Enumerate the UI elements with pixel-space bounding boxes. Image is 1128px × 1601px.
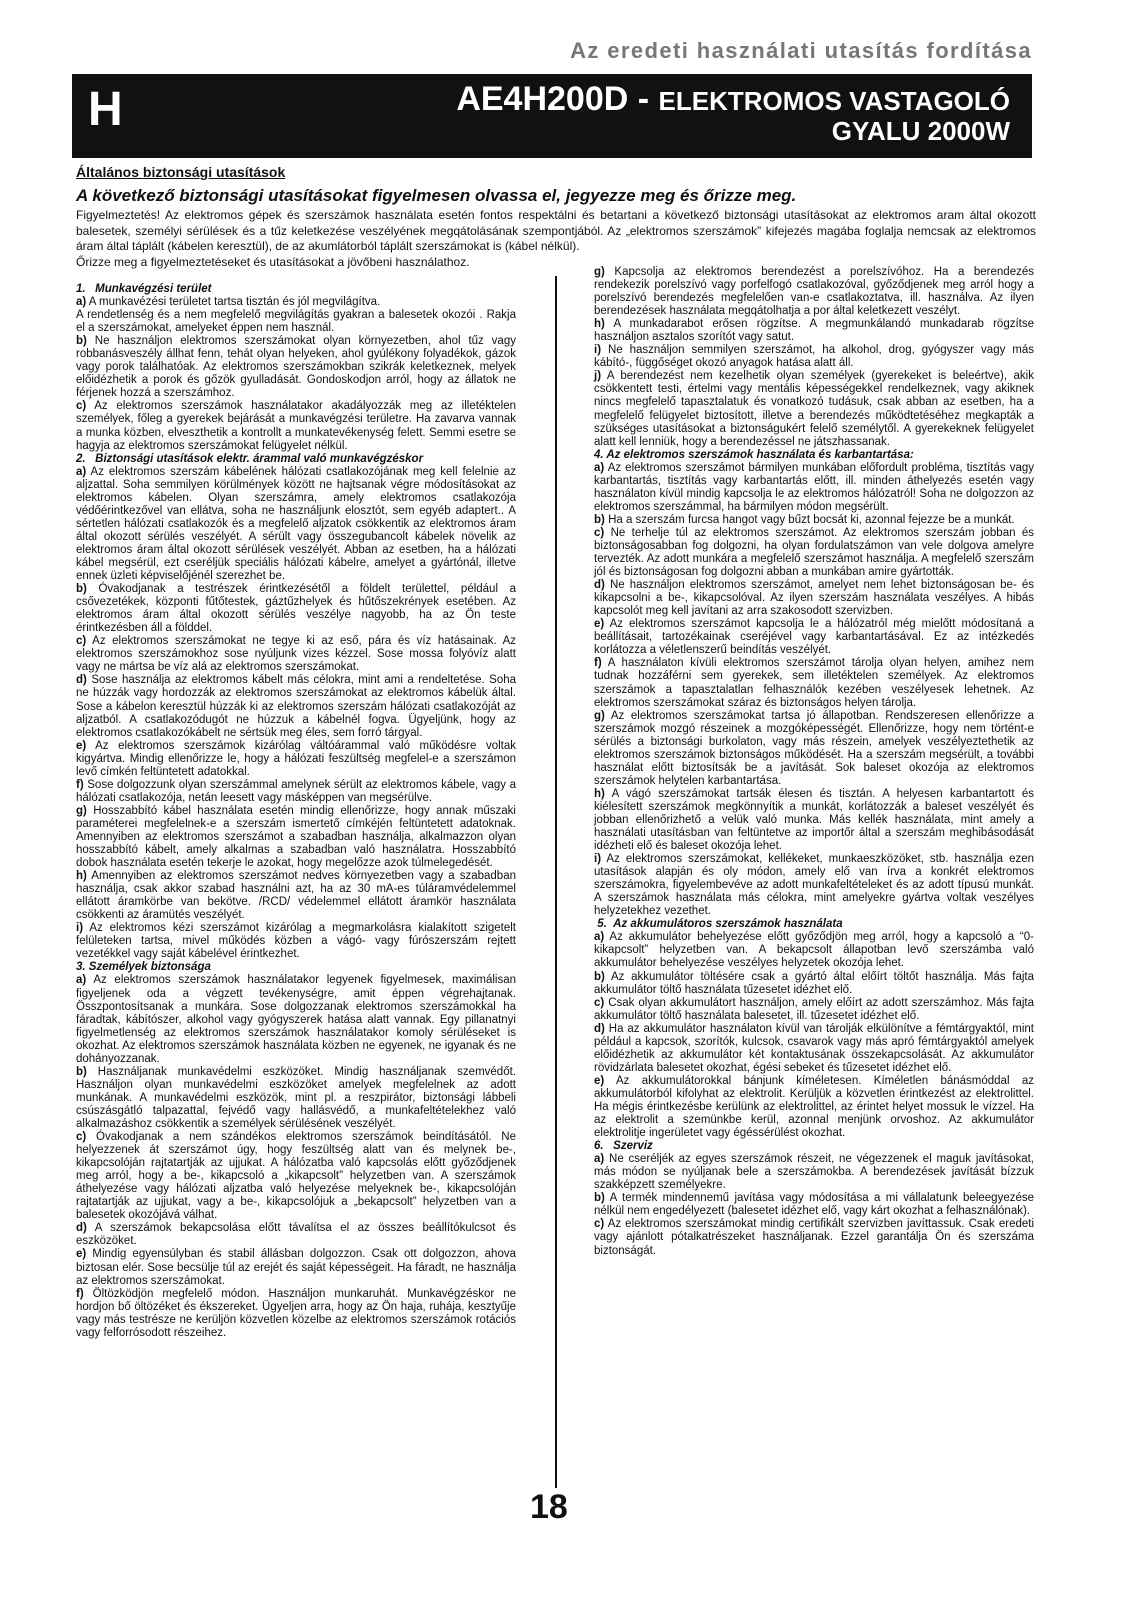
instruction-paragraph xyxy=(594,788,1034,853)
item-text: Az akkumulátorokkal bánjunk kíméletesen. Kíméletlen bánásmóddal az akkumulátorból kifolyhat az elektrolit. Kerüljük a közvetlen érintkezést az elektrolittel. Ha mégis érintkezésbe kerülünk az elektrolittel, az érintet helyet mossuk le vízzel. Ha az elektrolit a szemünkbe kerül, azonnal menjünk orvoshoz. Az akkumulátor elektrolitje ingerületet vagy égéssérülést okozhat. xyxy=(594,1074,1035,1140)
product-name-part2: GYALU 2000W xyxy=(831,116,1010,146)
item-label: i) xyxy=(76,922,84,935)
item-label: a) xyxy=(594,461,605,474)
product-title-line1 xyxy=(456,80,1010,119)
item-label: e) xyxy=(594,618,605,631)
instruction-paragraph xyxy=(594,344,1034,370)
item-label: g) xyxy=(594,266,605,278)
item-label: c) xyxy=(76,1131,87,1144)
item-text: Az elektromos szerszámok használatakor akadályozzák meg az illetéktelen személyek, főleg a gyerekek bejárását a munkavégzési területre. Ha zavarva vannak a munka közben, elveszthetik a kontrollt a munkatevékenység felett. Semmi esetre se hagyja az elektromos szerszámokat felügyelet nélkül. xyxy=(76,400,517,452)
item-text: Ne cseréljék az egyes szerszámok részeit, ne végezzenek el maguk javításokat, más módon se nyúljanak bele a szerszámokba. A berendezések javítását bízzuk szakképzett személyekre. xyxy=(594,1153,1035,1192)
item-label: e) xyxy=(76,1248,87,1261)
instruction-paragraph xyxy=(594,462,1034,514)
item-label: h) xyxy=(594,787,605,800)
item-text: Használjanak munkavédelmi eszközöket. Mindig használjanak szemvédőt. Használjon olyan munkavédelmi eszközöket amelyek megfelelnek az adott munkának. A munkavédelmi eszközök, mint pl. a reszpirátor, biztonsági lábbeli csúszásgátló talpazattal, fejvédő vagy hallásvédő, a munkafeltételekhez való alkalmazáshoz csökkentik a személyek sérülésének veszélyét. xyxy=(76,1065,516,1130)
item-label: a) xyxy=(76,465,87,478)
item-label: b) xyxy=(76,335,87,348)
intro-text xyxy=(76,208,1036,270)
item-label: f) xyxy=(594,657,602,670)
item-label: b) xyxy=(594,513,605,526)
item-label: g) xyxy=(76,804,87,817)
instruction-paragraph xyxy=(594,1075,1034,1140)
section-heading: 3. Személyek biztonsága xyxy=(76,961,211,974)
section-heading: 2. Biztonsági utasítások elektr. árammal való munkavégzéskor xyxy=(76,452,424,465)
item-text: Az akkumulátor behelyezése előtt győződjön meg arról, hogy a kapcsoló a “0-kikapcsolt” helyzetben van. A bekapcsolt állapotban levő szerszámba való akkumulátor behelyezése veszélyes helyzetek okozója lehet. xyxy=(594,931,1034,970)
item-label: b) xyxy=(76,1065,87,1078)
item-text: A termék mindennemű javítása vagy módosítása a mi vállalatunk beleegyezése nélkül nem engedélyezett (balesetet idézhet elő, vagy kárt okozhat a felhasználónak). xyxy=(594,1192,1035,1218)
item-label: d) xyxy=(76,1222,87,1235)
instruction-paragraph xyxy=(76,674,516,739)
instruction-paragraph xyxy=(76,805,516,870)
item-text: Az elektromos szerszám kábelének hálózati csatlakozójának meg kell felelnie az aljzattal. Soha semmilyen körülmények között ne hajtsanak végre módosításokat az elektromos kábelen. Olyan szerszámra, amely elektromos csatlakozója védőérintkezővel van ellátva, soha ne használjunk elosztót, sem egyéb adaptert.. A sértetlen hálózati csatlakozók és a megfelelő aljzatok csökkentik az elektromos áram által okozott sérülés veszélyét. A sérült vagy összegubancolt kábelek növelik az elektromos áram által okozott sérülések veszélyét. Abban az esetben, ha a hálózati kábel megsérül, ezt cseréljük speciális hálózati kábelre, amelyet a gyártónál, illetve ennek üzleti képviselőjénél szerezhet be. xyxy=(76,465,516,583)
item-label: a) xyxy=(594,931,605,944)
item-text: Óvakodjanak a testrészek érintkezésétől a földelt területtel, például a csővezetékek, központi fűtőtestek, gáztűzhelyek és hűtőszekrények esetében. Az elektromos áram által okozott sérülés veszélye nagyobb, ha az Ön teste érintkezésben áll a földdel. xyxy=(76,583,517,635)
instruction-paragraph xyxy=(76,1131,516,1222)
item-label: b) xyxy=(594,970,605,983)
item-label: c) xyxy=(76,635,87,648)
instruction-paragraph xyxy=(594,710,1034,788)
instruction-paragraph xyxy=(76,1222,516,1248)
item-text: A munkadarabot erősen rögzítse. A megmunkálandó munkadarab rögzítse használjon asztalos szorítót vagy satut. xyxy=(594,318,1034,344)
instruction-paragraph xyxy=(76,779,516,805)
item-label: d) xyxy=(594,1022,605,1035)
item-label: g) xyxy=(594,709,605,722)
item-label: i) xyxy=(594,344,602,357)
item-text: Ne használjon semmilyen szerszámot, ha alkohol, drog, gyógyszer vagy más kábító-, függőséget okozó anyagok hatása alatt áll. xyxy=(594,344,1034,370)
item-text: Az akkumulátor töltésére csak a gyártó által előírt töltőt használja. Más fajta akkumulátor töltő használata tűzesetet idézhet elő. xyxy=(594,970,1035,996)
item-text: A rendetlenség és a nem megfelelő megvilágítás gyakran a balesetek okozói . Rakja el a szerszámokat, amelyeket éppen nem használ. xyxy=(76,309,516,335)
item-label: h) xyxy=(76,870,87,883)
item-label: a) xyxy=(76,974,87,987)
instruction-paragraph xyxy=(594,971,1034,997)
item-label: b) xyxy=(76,583,87,596)
item-text: Amennyiben az elektromos szerszámot nedves környezetben vagy a szabadban használja, csak akkor szabad használni azt, ha az 30 mA-es túláramvédelemmel ellátott áramkörbe van bekötve. /RCD/ védelemmel ellátott áramkör használata csökkenti az áramütés veszélyét. xyxy=(76,870,516,922)
item-text: A használaton kívüli elektromos szerszámot tárolja olyan helyen, amihez nem tudnak hozzáférni sem gyerekek, sem illetéktelen személyek. Az elektromos szerszámok a tapasztalatlan felhasználók kezében veszélyesek lehetnek. Az elektromos szerszámokat száraz és biztonságos helyen tárolja. xyxy=(594,657,1035,709)
instruction-paragraph xyxy=(594,853,1034,918)
model-number: AE4H200D xyxy=(456,80,629,118)
item-text: Az elektromos szerszámot bármilyen munkában előfordult probléma, tisztítás vagy karbantartás, tisztítás vagy karbantartás előtt, ill. minden áthelyezés esetén vagy használaton kívül mindig kapcsolja le az elektromos hálózatról! Soha ne dolgozzon az elektromos szerszámmal, ha bármilyen módon megsérült. xyxy=(594,461,1035,513)
intro-paragraph: Figyelmeztetés! Az elektromos gépek és szerszámok használata esetén fontos respektálni és betartani a következő biztonsági utasításokat az elektromos aram által okozott balesetek, személyi sérülések és a tűz keletkezése veszélyének megqátolásának szempontjából. Az „elektromos szerszámok” kifejezés magába foglalja nemcsak az elektromos áram által táplált (kábelen keresztül), de az akumlátorból táplált szerszámokat is (kábel nélkül). xyxy=(76,208,1036,254)
title-dash: - xyxy=(628,80,659,118)
item-text: Az elektromos szerszámokat mindig certifikált szervizben javíttassuk. Csak eredeti vagy ajánlott pótalkatrészeket használjanak. Ezzel garantálja Ön és szerszáma biztonságát. xyxy=(594,1218,1035,1257)
instruction-paragraph xyxy=(76,870,516,922)
instruction-paragraph xyxy=(594,370,1034,448)
instruction-paragraph xyxy=(594,657,1034,709)
item-text: Ha az akkumulátor használaton kívül van tárolják elkülönítve a fémtárgyaktól, mint például a kapcsok, szorítók, kulcsok, csavarok vagy más apró fémtárgyaktól amelyek előidézhetik az akkumulátor két kontaktusának összekapcsolását. Az akkumulátor rövidzárlata balesetet okozhat, égési sebeket és tűzesetet idézhet elő. xyxy=(594,1022,1034,1074)
item-text: Óvakodjanak a nem szándékos elektromos szerszámok beindításától. Ne helyezzenek át szerszámot úgy, hogy feszültség alatt van és melynek be-, kikapcsolóján rajtatartják az ujjukat. A hálózatba való kapcsolás előtt győződjenek meg arról, hogy a be-, kikapcsoló a „kikapcsolt” helyzetben van. A szerszámok áthelyezése vagy hálózati aljzatba való helyezése melyeknek be-, kikapcsolóján rajtatartják az ujjukat, vagy a be-, kikapcsolójuk a „bekapcsolt” helyzetben van a balesetek okozójává válhat. xyxy=(76,1131,516,1222)
instruction-paragraph xyxy=(594,1218,1034,1257)
column-divider xyxy=(555,276,557,1488)
item-text: A berendezést nem kezelhetik olyan személyek (gyerekeket is beleértve), akik csökkentett testi, értelmi vagy mentális képességekkel rendelkeznek, vagy akiknek nincs megfelelő tapasztalatuk és vonatkozó tudásuk, csak abban az esetben, ha a megfelelő felügyelet biztosított, illetve a berendezés működtetéséhez megkapták a szükséges utasításokat a biztonságukért felelő személytől. A gyerekeknek felügyelet alatt kell lenniük, hogy a berendezéssel ne játszhassanak. xyxy=(594,370,1034,448)
instruction-paragraph xyxy=(594,266,1034,318)
item-text: Az elektromos szerszámokat ne tegye ki az eső, pára és víz hatásainak. Az elektromos szerszámokhoz sose nyúljunk vizes kézzel. Sose mossa folyóvíz alatt vagy ne mártsa be víz alá az elektromos szerszámokat. xyxy=(76,635,516,674)
item-text: Kapcsolja az elektromos berendezést a porelszívóhoz. Ha a berendezés rendekezik porelszívó vagy porfelfogó csatlakozóval, győződjenek meg arról hogy a porelszívó berendezés megfelelően van-e csatlakoztatva, ill. használva. Az ilyen berendezések használata megqátolhatja a por által keletkezett veszélyt. xyxy=(594,266,1034,318)
instruction-paragraph xyxy=(594,997,1034,1023)
item-label: a) xyxy=(76,296,87,309)
item-text: Az elektromos szerszámok használatakor legyenek figyelmesek, maximálisan figyeljenek oda a végzett tevékenységre, amit éppen végrehajtanak. Összpontosítsanak a munkára. Sose dolgozzanak elektromos szerszámokkal ha fáradtak, kábítószer, alkohol vagy gyógyszerek hatása alatt vannak. Egy pillanatnyi figyelmetlenség az elektromos szerszámok használatakor komoly sérüléseket is okozhat. Az elektromos szerszámok használata közben ne egyenek, ne igyanak és ne dohányozzanak. xyxy=(76,974,516,1065)
instruction-paragraph xyxy=(594,514,1034,527)
instruction-paragraph xyxy=(76,583,516,635)
instruction-paragraph xyxy=(76,400,516,452)
instruction-paragraph xyxy=(594,1192,1034,1218)
instruction-paragraph xyxy=(594,579,1034,618)
language-letter: H xyxy=(88,83,123,136)
item-text: A munkavézési területet tartsa tisztán és jól megvilágítva. xyxy=(88,296,381,309)
item-label: c) xyxy=(594,526,605,539)
instruction-paragraph xyxy=(594,1153,1034,1192)
item-text: Az elektromos szerszámokat, kellékeket, munkaeszközöket, stb. használja ezen utasítások alapján és oly módon, amely elő van írva a konkrét elektromos szerszámokra, figyelembevéve az adott munkafeltételeket és az adott típusú munkát. A szerszámok használata más célokra, mint amelyekre gyártva voltak veszélyes helyzetekhez vezethet. xyxy=(594,853,1035,918)
item-text: Az elektromos szerszámok kizárólag váltóárammal való működésre voltak kigyártva. Mindig ellenőrizze le, hogy a hálózati feszültség megfelel-e a szerszámon levő címkén feltüntetett adatokkal. xyxy=(76,739,516,778)
item-text: Az elektromos kézi szerszámot kizárólag a megmarkolásra kialakított szigetelt felületeken tartsa, mivel működés közben a vágó- vagy fúrószerszám rejtett vezetékkel vagy saját kábelével érintkezhet. xyxy=(76,922,517,961)
item-text: Öltözködjön megfelelő módon. Használjon munkaruhát. Munkavégzéskor ne hordjon bő öltözéket és ékszereket. Ügyeljen arra, hogy az Ön haja, ruhája, kesztyűje vagy más testrésze ne kerüljön közvetlen közelbe az elektromos szerszámok rotációs vagy felforrósodott részeihez. xyxy=(76,1287,516,1339)
item-text: Az elektromos szerszámot kapcsolja le a hálózatról még mielőtt módosítaná a beállításait, tartozékainak cseréjével vagy karbantartásával. Ez az intézkedés korlátozza a véletlenszerű beindítás veszélyét. xyxy=(594,618,1034,657)
instruction-paragraph xyxy=(76,635,516,674)
item-label: f) xyxy=(76,778,84,791)
instruction-paragraph xyxy=(594,618,1034,657)
section-heading: 6. Szerviz xyxy=(594,1140,653,1153)
instruction-paragraph xyxy=(76,466,516,583)
item-label: c) xyxy=(594,1218,605,1231)
document-top-title: Az eredeti használati utasítás fordítása xyxy=(570,38,1032,63)
left-column xyxy=(76,283,516,1340)
item-label: d) xyxy=(76,674,87,687)
item-label: a) xyxy=(594,1153,605,1166)
subtitle: A következő biztonsági utasításokat figyelmesen olvassa el, jegyezze meg és őrizze meg. xyxy=(76,186,797,205)
instruction-paragraph xyxy=(76,1288,516,1340)
page-number: 18 xyxy=(530,1488,568,1526)
item-text: Sose használja az elektromos kábelt más célokra, mint ami a rendeltetése. Soha ne húzzák vagy hordozzák az elektromos szerszámokat az elektromos kábelük által. Sose a kábelon keresztül húzzák ki az elektromos szerszám hálózati csatlakozóját az aljzatból. A csatlakozódugót ne húzzuk a kábelnél fogva. Ügyeljünk, hogy az elektromos csatlakozókábelt ne sértsük meg éles, sem forró tárgyal. xyxy=(76,674,517,739)
instruction-paragraph xyxy=(594,931,1034,970)
item-text: Az elektromos szerszámokat tartsa jó állapotban. Rendszeresen ellenőrizze a szerszámok mozgó részeinek a mozgóképességét. Ellenőrizze, hogy nem történt-e sérülés a biztonsági burkolaton, vagy más részein, amelyek veszélyeztethetik az elektromos szerszámok biztonságos működését. Ha a szerszám megsérült, a további használat előtt biztosítsák be a javítását. Sok baleset okozója az elektromos szerszámok helytelen karbantartása. xyxy=(594,709,1034,787)
instruction-paragraph xyxy=(594,527,1034,579)
item-text: Mindig egyensúlyban és stabil állásban dolgozzon. Csak ott dolgozzon, ahova biztosan elér. Sose becsülje túl az erejét és saját képességeit. Ha fáradt, ne használja az elektromos szerszámokat. xyxy=(76,1248,516,1287)
item-label: d) xyxy=(594,579,605,592)
item-label: e) xyxy=(76,739,87,752)
item-text: Hosszabbító kábel használata esetén mindig ellenőrizze, hogy annak műszaki paraméterei megfelelnek-e a szerszám ismertető címkéjén feltüntetett adatoknak. Amennyiben az elektromos szerszámot a szabadban használja, alkalmazzon olyan hosszabbító kábelt, amely alkalmas a szabadban való használatra. Hosszabbító dobok használata esetén tekerje le azokat, hogy megelőzze azok túlmelegedését. xyxy=(76,804,516,870)
item-text: A vágó szerszámokat tartsák élesen és tisztán. A helyesen karbantartott és kiélesített szerszámok megkönnyítik a munkát, korlátozzák a baleset veszélyét és jobban ellenőrizhető a velük való munka. Más kellék használata, mint amely a használati utasításban van feltüntetve az importőr által a szerszám meghibásodását idézheti elő és baleset okozója lehet. xyxy=(594,787,1035,853)
item-label: c) xyxy=(76,400,87,413)
instruction-paragraph xyxy=(594,1023,1034,1075)
item-text: Sose dolgozzunk olyan szerszámmal amelynek sérült az elektromos kábele, vagy a hálózati csatlakozója, netán leesett vagy másképpen van megsérülve. xyxy=(76,778,517,804)
item-text: Ne használjon elektromos szerszámokat olyan környezetben, ahol tűz vagy robbanásveszély állhat fenn, tehát olyan helyeken, ahol gyúlékony folyadékok, gázok vagy porok találhatóak. Az elektromos szerszámokban szikrák keletkeznek, melyek előidézhetik a porok és gőzök gyulladását. Gondoskodjon arról, hogy az állatok ne férjenek hozzá a szerszámhoz. xyxy=(76,335,516,400)
item-text: Csak olyan akkumulátort használjon, amely előírt az adott szerszámhoz. Más fajta akkumulátor töltő használata balesetet, ill. tűzesetet idézhet elő. xyxy=(594,996,1034,1022)
section-heading: 1. Munkavégzési terület xyxy=(76,283,212,295)
instruction-paragraph xyxy=(76,922,516,961)
instruction-paragraph xyxy=(594,318,1034,344)
item-label: f) xyxy=(76,1287,84,1300)
instruction-paragraph xyxy=(76,740,516,779)
item-label: i) xyxy=(594,853,602,866)
instruction-paragraph xyxy=(76,335,516,400)
instruction-paragraph xyxy=(76,1248,516,1287)
item-text: Ha a szerszám furcsa hangot vagy bűzt bocsát ki, azonnal fejezze be a munkát. xyxy=(608,513,1015,526)
item-label: e) xyxy=(594,1074,605,1087)
product-name-part1: ELEKTROMOS VASTAGOLÓ xyxy=(658,86,1010,116)
title-banner xyxy=(72,74,1032,158)
instruction-paragraph xyxy=(76,974,516,1065)
section-title: Általános biztonsági utasítások xyxy=(76,164,286,180)
instruction-paragraph xyxy=(76,309,516,335)
item-label: c) xyxy=(594,996,605,1009)
section-heading: 4. Az elektromos szerszámok használata és karbantartása: xyxy=(594,448,914,461)
instruction-paragraph xyxy=(76,1066,516,1131)
section-heading: 5. Az akkumulátoros szerszámok használata xyxy=(594,918,843,931)
item-label: j) xyxy=(594,370,602,383)
right-column xyxy=(594,266,1034,1258)
item-label: h) xyxy=(594,318,605,331)
item-text: Ne terhelje túl az elektromos szerszámot. Az elektromos szerszám jobban és biztonságosabban fog dolgozni, ha olyan fordulatszámon van vele dolgova amelyre tervezték. Az adott munkára a megfelelő szerszámot használja. A megfelelő szerszám jól és biztonságosan fog dolgozni abban a munkában amire gyártották. xyxy=(594,526,1034,579)
instruction-paragraph xyxy=(76,296,516,309)
item-label: b) xyxy=(594,1192,605,1205)
item-text: Ne használjon elektromos szerszámot, amelyet nem lehet biztonságosan be- és kikapcsolni a be-, kikapcsolóval. Az ilyen szerszám használata veszélyes. A hibás kapcsolót meg kell javítani az arra szakosodott szervizben. xyxy=(594,579,1034,618)
intro-paragraph: Őrizze meg a figyelmeztetéseket és utasításokat a jövőbeni használathoz. xyxy=(76,254,470,269)
item-text: A szerszámok bekapcsolása előtt távalítsa el az összes beállítókulcsot és eszközöket. xyxy=(76,1222,516,1248)
